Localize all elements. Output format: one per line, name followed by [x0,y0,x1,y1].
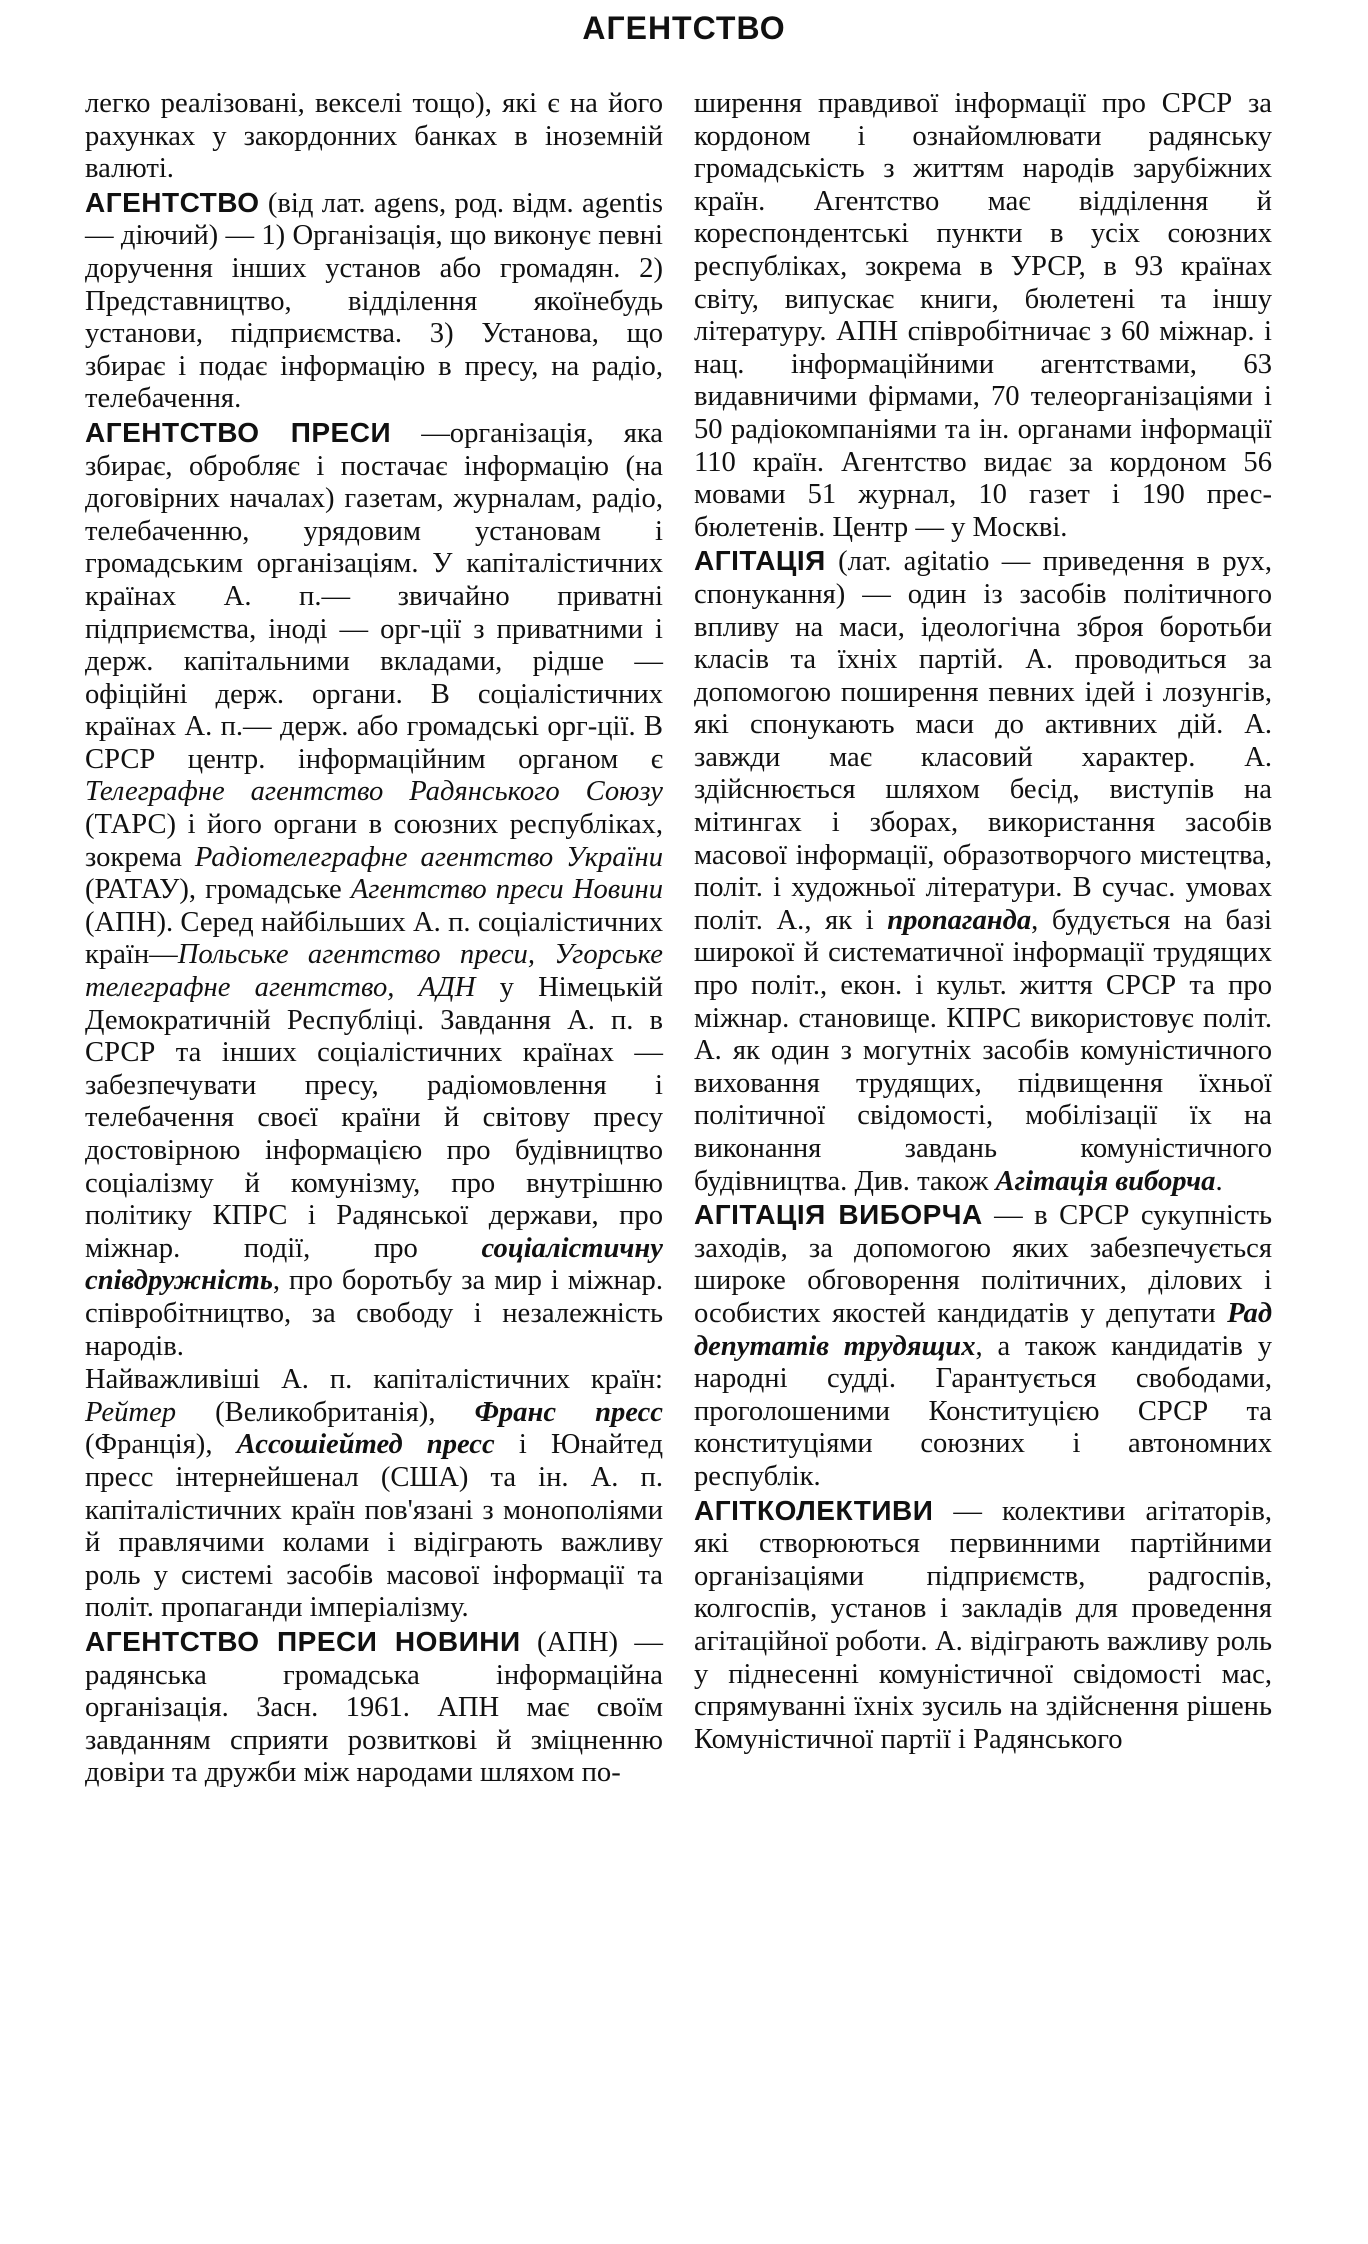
cross-reference: Агентство преси Новини [350,874,663,906]
headword: АГЕНТСТВО [85,186,260,218]
cross-reference: Польське агентство преси, Угорське телеграфне агентство, АДН [85,939,663,1004]
entry-text: — колективи агітаторів, які створюються первинними партійними організаціями підприємств, радгоспів, колгоспів, установ і закладів для проведення агітаційної роботи. А. відіграють важливу роль у піднесенні комуністичної свідомості мас, спрямуванні їхніх зусиль на здійснення рішень Комуністичної партії і Радянського [694,1495,1272,1755]
entry-ahitatsiia [694,545,1272,1198]
entry-text: . [1215,1165,1223,1197]
entry-text: (ТАРС) і його органи в союзних республіках, зокрема [85,809,663,873]
cross-reference: пропаганда [887,904,1032,936]
entry-paragraph [85,1364,663,1625]
cross-reference: Агітація виборча [995,1165,1216,1197]
continued-text: ширення правдивої інформації про СРСР за кордоном і ознайомлювати радянську громадськість з життям народів зарубіжних країн. Агентство має відділення й кореспондентські пункти в усіх союзних республіках, зокрема в УРСР, в 93 країнах світу, випускає книги, бюлетені та іншу літературу. АПН співробітничає з 60 міжнар. і нац. інформаційними агентствами, 63 видавничими фірмами, 70 телеорганізаціями і 50 радіокомпаніями та ін. органами інформації 110 країн. Агентство видає за кордоном 56 мовами 51 журнал, 10 газет і 190 прес-бюлетенів. Центр — у Москві. [694,88,1272,543]
entry-text: Найважливіші А. п. капіталістичних країн: [85,1364,663,1396]
cross-reference: Радіотелеграфне агентство України [194,841,663,873]
running-header: АГЕНТСТВО [582,10,786,46]
entry-text: , будується на базі широкої й систематичної інформації трудящих про політ., екон. і культ. життя СРСР та про міжнар. становище. КПРС використовує політ. А. як один з могутніх засобів комуністичного виховання трудящих, підвищення їхньої політичної свідомості, мобілізації їх на виконання завдань комуністичного будівництва. Див. також [694,904,1272,1197]
entry-text: (АПН). Серед найбільших А. п. соціалістичних країн— [85,906,663,971]
entry-text: , про боротьбу за мир і міжнар. співробітництво, за свободу і незалежність народів. [85,1265,663,1362]
entry-text: (РАТАУ), громадське [85,874,351,906]
entry-text: , а також кандидатів у народні судді. Гарантується свободами, проголошеними Конституцією СРСР та конституціями союзних і автономних республік. [694,1330,1272,1492]
headword: АГЕНТСТВО ПРЕСИ НОВИНИ [85,1625,521,1657]
cross-reference: Рейтер [85,1396,177,1428]
headword: АГІТКОЛЕКТИВИ [694,1494,934,1526]
cross-reference: Франс пресс [474,1396,663,1428]
entry-text: — в СРСР сукупність заходів, за допомогою яких забезпечується широке обговорення політичних, ділових і особистих якостей кандидатів у депутати [694,1200,1272,1329]
left-column [85,88,663,1791]
cross-reference: Телеграфне агентство Радянського Союзу [85,776,663,808]
cross-reference: Рад депутатів трудящих [694,1297,1272,1362]
entry-text: у Німецькій Демократичній Республіці. Завдання А. п. в СРСР та інших соціалістичних країнах — забезпечувати пресу, радіомовлення і телебачення своєї країни й світову пресу достовірною інформацією про будівництво соціалізму й комунізму, про внутрішню політику КПРС і Радянської держави, про міжнар. події, про [85,972,663,1264]
cross-reference: Ассошіейтед пресс [236,1429,495,1461]
continued-text: легко реалізовані, векселі тощо), які є на його рахунках у закордонних банках в іноземній валюті. [85,88,663,185]
entry-text: —організація, яка збирає, обробляє і постачає інформацію (на договірних началах) газетам, журналам, радіо, телебаченню, урядовим установам і громадським організаціям. У капіталістичних країнах А. п.— звичайно приватні підприємства, іноді — орг-ції з приватними і держ. капітальними вкладами, рідше — офіційні держ. органи. В соціалістичних країнах А. п.— держ. або громадські орг-ції. В СРСР центр. інформаційним органом є [85,417,663,775]
entry-agentstvo [85,187,663,416]
right-column [694,88,1272,1757]
entry-text: (від лат. agens, род. відм. agentis — діючий) — 1) Організація, що виконує певні доручення інших установ або громадян. 2) Представництво, відділення якоїнебудь установи, підприємства. 3) Установа, що збирає і подає інформацію в пресу, на радіо, телебачення. [85,187,663,415]
entry-text: (АПН) — радянська громадська інформаційна організація. Засн. 1961. АПН має своїм завданням сприяти розвиткові й зміцненню довіри та дружби між народами шляхом по- [85,1626,663,1789]
entry-ahitkolektyvy [694,1495,1272,1757]
entry-text: (лат. agitatio — приведення в рух, спонукання) — один із засобів політичного впливу на маси, ідеологічна зброя боротьби класів та їхніх партій. А. проводиться за допомогою поширення певних ідей і лозунгів, які спонукають маси до активних дій. А. завжди має класовий характер. А. здійснюється шляхом бесід, виступів на мітингах і зборах, використання засобів масової інформації, образотворчого мистецтва, політ. і художньої літератури. В сучас. умовах політ. А., як і [694,546,1272,936]
entry-text: і Юнайтед пресс інтернейшенал (США) та ін. А. п. капіталістичних країн пов'язані з монополіями й правлячими колами і відіграють важливу роль у системі засобів масової інформації та політ. пропаганди імперіалізму. [85,1429,663,1624]
cross-reference: соціалістичну співдружність [85,1232,663,1297]
entry-ahitatsiia-vyborcha [694,1199,1272,1493]
entry-agentstvo-presy [85,417,663,1363]
entry-text: (Франція), [85,1429,237,1461]
entry-text: (Великобританія), [176,1396,475,1428]
entry-apn [85,1626,663,1790]
headword: АГІТАЦІЯ [694,545,826,577]
headword: АГІТАЦІЯ ВИБОРЧА [694,1199,983,1231]
headword: АГЕНТСТВО ПРЕСИ [85,416,392,448]
